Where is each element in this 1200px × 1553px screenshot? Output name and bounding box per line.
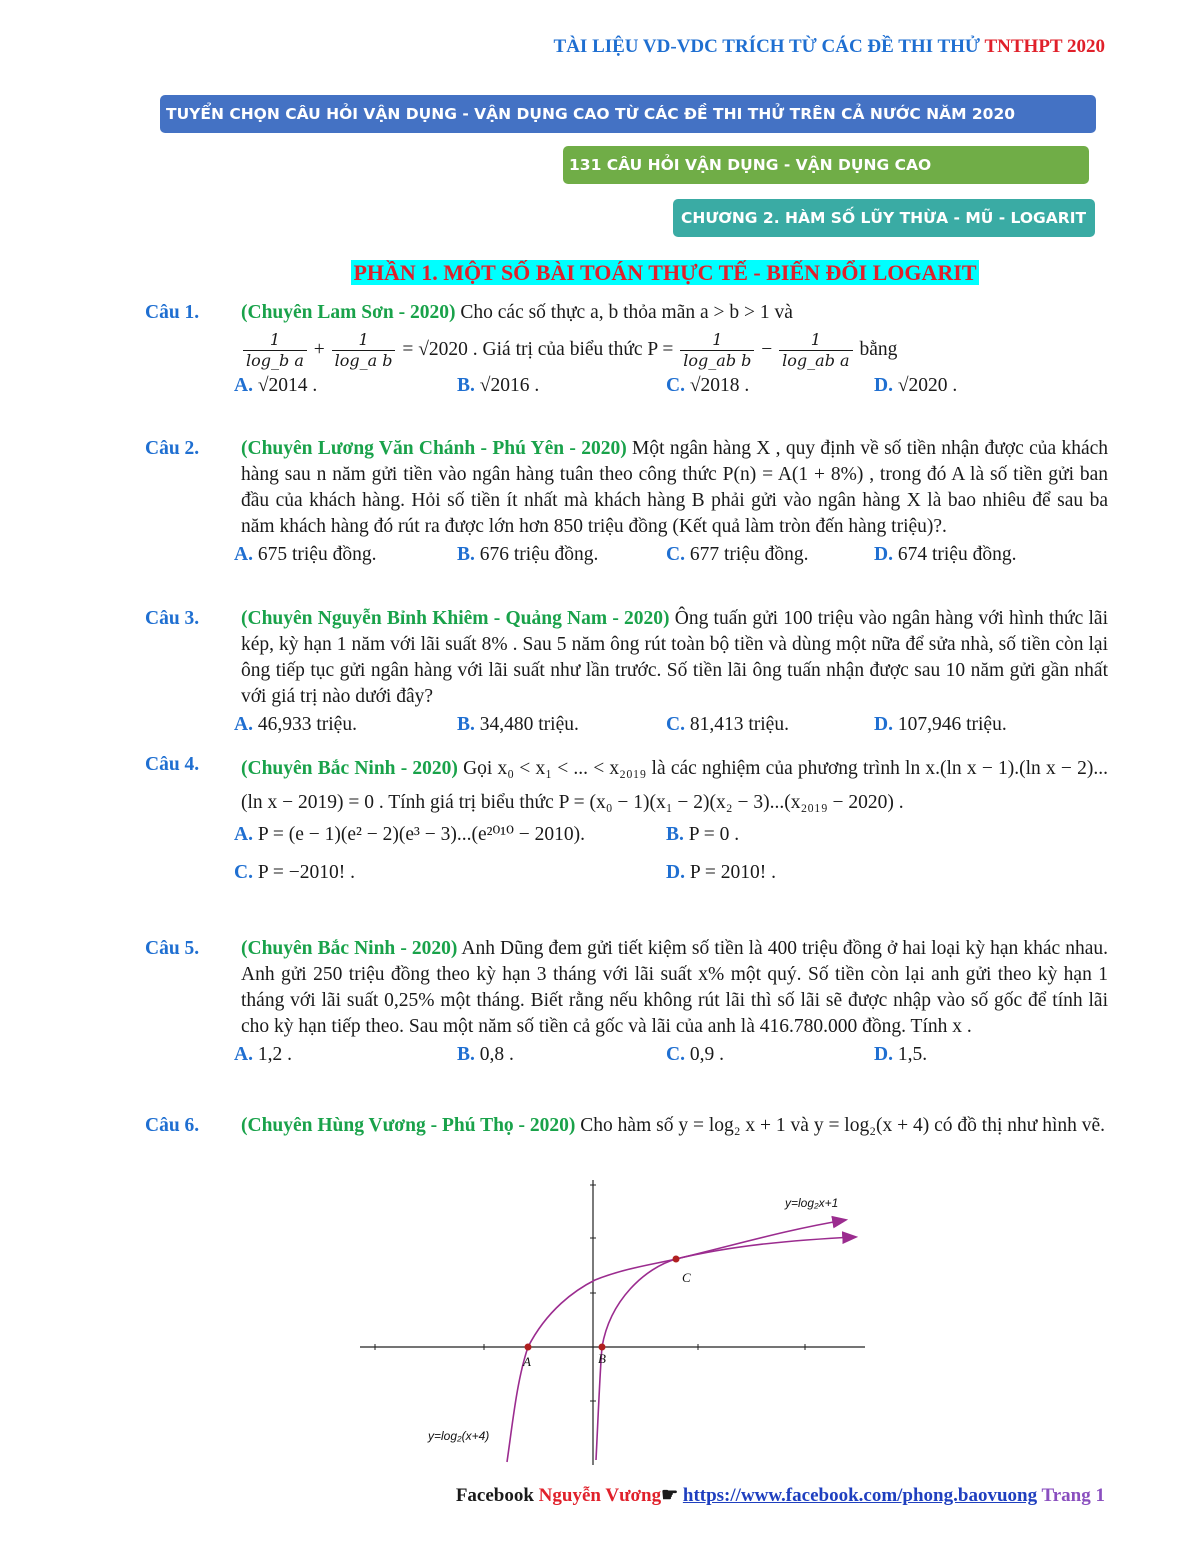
fraction-denominator: log_a b — [334, 351, 393, 370]
option-letter: C. — [666, 714, 685, 735]
option-text: 674 triệu đồng. — [892, 544, 1017, 565]
banner-collection-text: TUYỂN CHỌN CÂU HỎI VẬN DỤNG - VẬN DỤNG CAO TỪ CÁC ĐỀ THI THỬ TRÊN CẢ NƯỚC NĂM 2020 — [166, 105, 1016, 123]
option-b[interactable] — [457, 1042, 514, 1068]
equation-text: bằng — [854, 338, 898, 360]
question-text: Anh Dũng đem gửi tiết kiệm số tiền là 400 triệu đồng ở hai loại kỳ hạn khác nhau. Anh gửi 250 triệu đồng theo kỳ hạn 3 tháng với lãi suất x% một quý. Số tiền còn lại anh gửi theo kỳ hạn 1 tháng với lãi suất 0,25% một tháng. Biết rằng nếu không rút lãi thì số lãi sẽ được nhập vào số gốc để tính lãi cho kỳ hạn tiếp theo. Sau một năm số tiền cả gốc và lãi của anh là 416.780.000 đồng. Tính x . — [241, 938, 1108, 1037]
label-curve-1: y=log₂x+1 — [785, 1196, 839, 1210]
equation-text: = √2020 . Giá trị của biểu thức P = — [397, 338, 679, 360]
option-text: 0,8 . — [474, 1044, 514, 1065]
question-3 — [145, 606, 1108, 740]
option-letter: D. — [874, 375, 893, 396]
question-source: (Chuyên Bắc Ninh - 2020) — [241, 758, 458, 779]
question-1 — [145, 300, 1108, 401]
answer-options — [234, 822, 1108, 858]
question-number: Câu 3. — [145, 608, 200, 629]
axis-ticks — [375, 1185, 805, 1401]
banner-chapter — [673, 199, 1095, 237]
option-letter: A. — [234, 1044, 253, 1065]
point-c — [673, 1256, 680, 1263]
option-a[interactable] — [234, 373, 317, 399]
option-letter: B. — [457, 375, 475, 396]
answer-options — [234, 860, 1108, 888]
option-text: P = −2010! . — [252, 862, 355, 883]
question-source: (Chuyên Lam Sơn - 2020) — [241, 302, 456, 323]
option-c[interactable] — [666, 373, 749, 399]
option-a[interactable] — [234, 542, 376, 568]
answer-options — [234, 542, 1108, 570]
question-2 — [145, 436, 1108, 570]
option-c[interactable] — [666, 712, 789, 738]
fraction — [779, 330, 852, 371]
question-number: Câu 5. — [145, 938, 200, 959]
question-source: (Chuyên Hùng Vương - Phú Thọ - 2020) — [241, 1115, 576, 1136]
option-text: 676 triệu đồng. — [474, 544, 599, 565]
option-letter: C. — [666, 544, 685, 565]
option-text: 675 triệu đồng. — [252, 544, 377, 565]
option-text: 107,946 triệu. — [892, 714, 1007, 735]
option-letter: D. — [874, 1044, 893, 1065]
option-letter: B. — [457, 714, 475, 735]
fraction-denominator: log_ab a — [782, 351, 850, 370]
question-6 — [145, 1113, 1108, 1139]
question-number: Câu 4. — [145, 754, 200, 775]
fraction-numerator: 1 — [243, 330, 307, 351]
fraction-numerator: 1 — [779, 330, 852, 351]
option-b[interactable] — [457, 373, 539, 399]
option-text: 677 triệu đồng. — [684, 544, 809, 565]
footer-author: Nguyễn Vương — [538, 1485, 662, 1506]
header-text: TÀI LIỆU VD-VDC TRÍCH TỪ CÁC ĐỀ THI THỬ — [553, 36, 985, 57]
banner-count-text: 131 CÂU HỎI VẬN DỤNG - VẬN DỤNG CAO — [569, 156, 932, 174]
option-letter: B. — [457, 1044, 475, 1065]
question-number: Câu 1. — [145, 302, 200, 323]
option-letter: A. — [234, 544, 253, 565]
question-body — [234, 436, 1109, 570]
point-a — [525, 1344, 532, 1351]
question-source: (Chuyên Bắc Ninh - 2020) — [241, 938, 458, 959]
page-number: Trang 1 — [1037, 1485, 1105, 1506]
answer-options — [234, 712, 1108, 740]
option-text: 46,933 triệu. — [252, 714, 357, 735]
option-letter: C. — [666, 1044, 685, 1065]
question-body — [234, 300, 1108, 401]
question-number: Câu 6. — [145, 1115, 200, 1136]
page-footer — [456, 1484, 1105, 1507]
option-text: 1,2 . — [252, 1044, 292, 1065]
option-d[interactable] — [874, 712, 1007, 738]
pointing-hand-icon: ☛ — [661, 1485, 683, 1506]
option-letter: C. — [234, 862, 253, 883]
document-header — [554, 36, 1105, 58]
option-text: √2016 . — [474, 375, 540, 396]
option-text: 0,9 . — [684, 1044, 724, 1065]
section-title — [0, 260, 1200, 286]
option-text: √2014 . — [252, 375, 318, 396]
question-5 — [145, 936, 1108, 1070]
banner-collection — [160, 95, 1096, 133]
option-text: P = 0 . — [683, 824, 740, 845]
question-body — [234, 936, 1108, 1070]
banner-count — [563, 146, 1089, 184]
fraction — [243, 330, 307, 371]
header-exam: TNTHPT 2020 — [984, 36, 1105, 57]
question-text: Một ngân hàng X , quy định về số tiền nhận được của khách hàng sau n năm gửi tiền vào ngân hàng tuân theo công thức P(n) = A(1 + 8%) , trong đó A là số tiền gửi ban đầu của khách hàng. Hỏi số tiền ít nhất mà khách hàng B phải gửi vào ngân hàng X là bao nhiêu để sau ba năm khách hàng đó rút ra được lớn hơn 850 triệu đồng (Kết quả làm tròn đến hàng triệu)?. — [241, 438, 1109, 537]
option-b[interactable] — [457, 542, 598, 568]
option-d[interactable] — [874, 1042, 927, 1068]
question-body — [234, 752, 1108, 888]
option-b[interactable] — [666, 822, 739, 848]
question-body — [234, 606, 1108, 740]
section-title-text: PHẦN 1. MỘT SỐ BÀI TOÁN THỰC TẾ - BIẾN ĐỔI LOGARIT — [353, 260, 977, 285]
option-a[interactable] — [234, 712, 357, 738]
option-letter: C. — [666, 375, 685, 396]
option-d[interactable] — [874, 542, 1016, 568]
label-point-a: A — [523, 1354, 531, 1369]
fraction-numerator: 1 — [332, 330, 396, 351]
fraction-denominator: log_ab b — [683, 351, 752, 370]
option-a[interactable] — [234, 822, 585, 848]
banner-chapter-text: CHƯƠNG 2. HÀM SỐ LŨY THỪA - MŨ - LOGARIT — [681, 209, 1087, 227]
curve-log2-x-plus-1 — [596, 1237, 855, 1460]
question-text: Cho hàm số y = log₂ x + 1 và y = log₂(x + 4) có đồ thị như hình vẽ. — [575, 1115, 1106, 1136]
label-curve-2: y=log₂(x+4) — [428, 1429, 490, 1443]
option-b[interactable] — [457, 712, 579, 738]
option-letter: A. — [234, 375, 253, 396]
option-a[interactable] — [234, 1042, 292, 1068]
option-letter: B. — [666, 824, 684, 845]
option-text: 34,480 triệu. — [474, 714, 579, 735]
question-number: Câu 2. — [145, 438, 200, 459]
footer-link[interactable]: https://www.facebook.com/phong.baovuong — [682, 1485, 1038, 1506]
option-d[interactable] — [666, 860, 776, 886]
fraction — [680, 330, 754, 371]
option-letter: B. — [457, 544, 475, 565]
point-b — [599, 1344, 606, 1351]
option-letter: D. — [874, 544, 893, 565]
question-text: Ông tuấn gửi 100 triệu vào ngân hàng với hình thức lãi kép, kỳ hạn 1 năm với lãi suất 8% . Sau 5 năm ông rút toàn bộ tiền và dùng một nữa để sửa nhà, số tiền còn lại ông tiếp tục gửi ngân hàng với lãi suất như lần trước. Số tiền lãi ông tuấn nhận được sau 10 năm gửi gần nhất với giá trị nào dưới đây? — [241, 608, 1108, 707]
option-letter: A. — [234, 714, 253, 735]
label-point-b: B — [598, 1351, 606, 1366]
option-text: 1,5. — [892, 1044, 928, 1065]
option-d[interactable] — [874, 373, 957, 399]
question-equation: $\frac{1}{\text{log\_b a}}$ + $\frac{1}{\text{log\_a b}}$ = √2020 . Giá trị của biểu thức P = $\frac{1}{\text{log\_ab b}}$ − $\frac{1}{\text{log\_ab a}}$ bằng — [241, 330, 1108, 371]
option-text: P = 2010! . — [684, 862, 776, 883]
answer-options — [234, 1042, 1108, 1070]
footer-facebook: Facebook — [455, 1485, 539, 1506]
fraction-denominator: log_b a — [246, 351, 304, 370]
fraction — [332, 330, 396, 371]
fraction-numerator: 1 — [680, 330, 754, 351]
answer-options — [234, 373, 1108, 401]
question-text: Cho các số thực a, b thỏa mãn a > b > 1 và — [455, 302, 793, 323]
option-text: √2020 . — [892, 375, 958, 396]
option-c[interactable] — [234, 860, 355, 886]
option-letter: D. — [874, 714, 893, 735]
question-body — [241, 1113, 1108, 1139]
question-source: (Chuyên Nguyễn Bỉnh Khiêm - Quảng Nam - 2020) — [241, 608, 670, 629]
label-point-c: C — [682, 1270, 691, 1285]
option-text: P = (e − 1)(e² − 2)(e³ − 3)...(e²⁰¹⁰ − 2010). — [252, 824, 586, 845]
function-graph — [355, 1170, 875, 1470]
option-c[interactable] — [666, 542, 808, 568]
question-text: Gọi x₀ < x₁ < ... < x₂₀₁₉ là các nghiệm của phương trình ln x.(ln x − 1).(ln x − 2)...(ln x − 2019) = 0 . Tính giá trị biểu thức P = (x₀ − 1)(x₁ − 2)(x₂ − 3)...(x₂₀₁₉ − 2020) . — [241, 758, 1108, 813]
option-c[interactable] — [666, 1042, 724, 1068]
option-letter: A. — [234, 824, 253, 845]
option-text: 81,413 triệu. — [684, 714, 789, 735]
option-text: √2018 . — [684, 375, 750, 396]
option-letter: D. — [666, 862, 685, 883]
question-source: (Chuyên Lương Văn Chánh - Phú Yên - 2020) — [241, 438, 627, 459]
question-4 — [145, 752, 1108, 888]
